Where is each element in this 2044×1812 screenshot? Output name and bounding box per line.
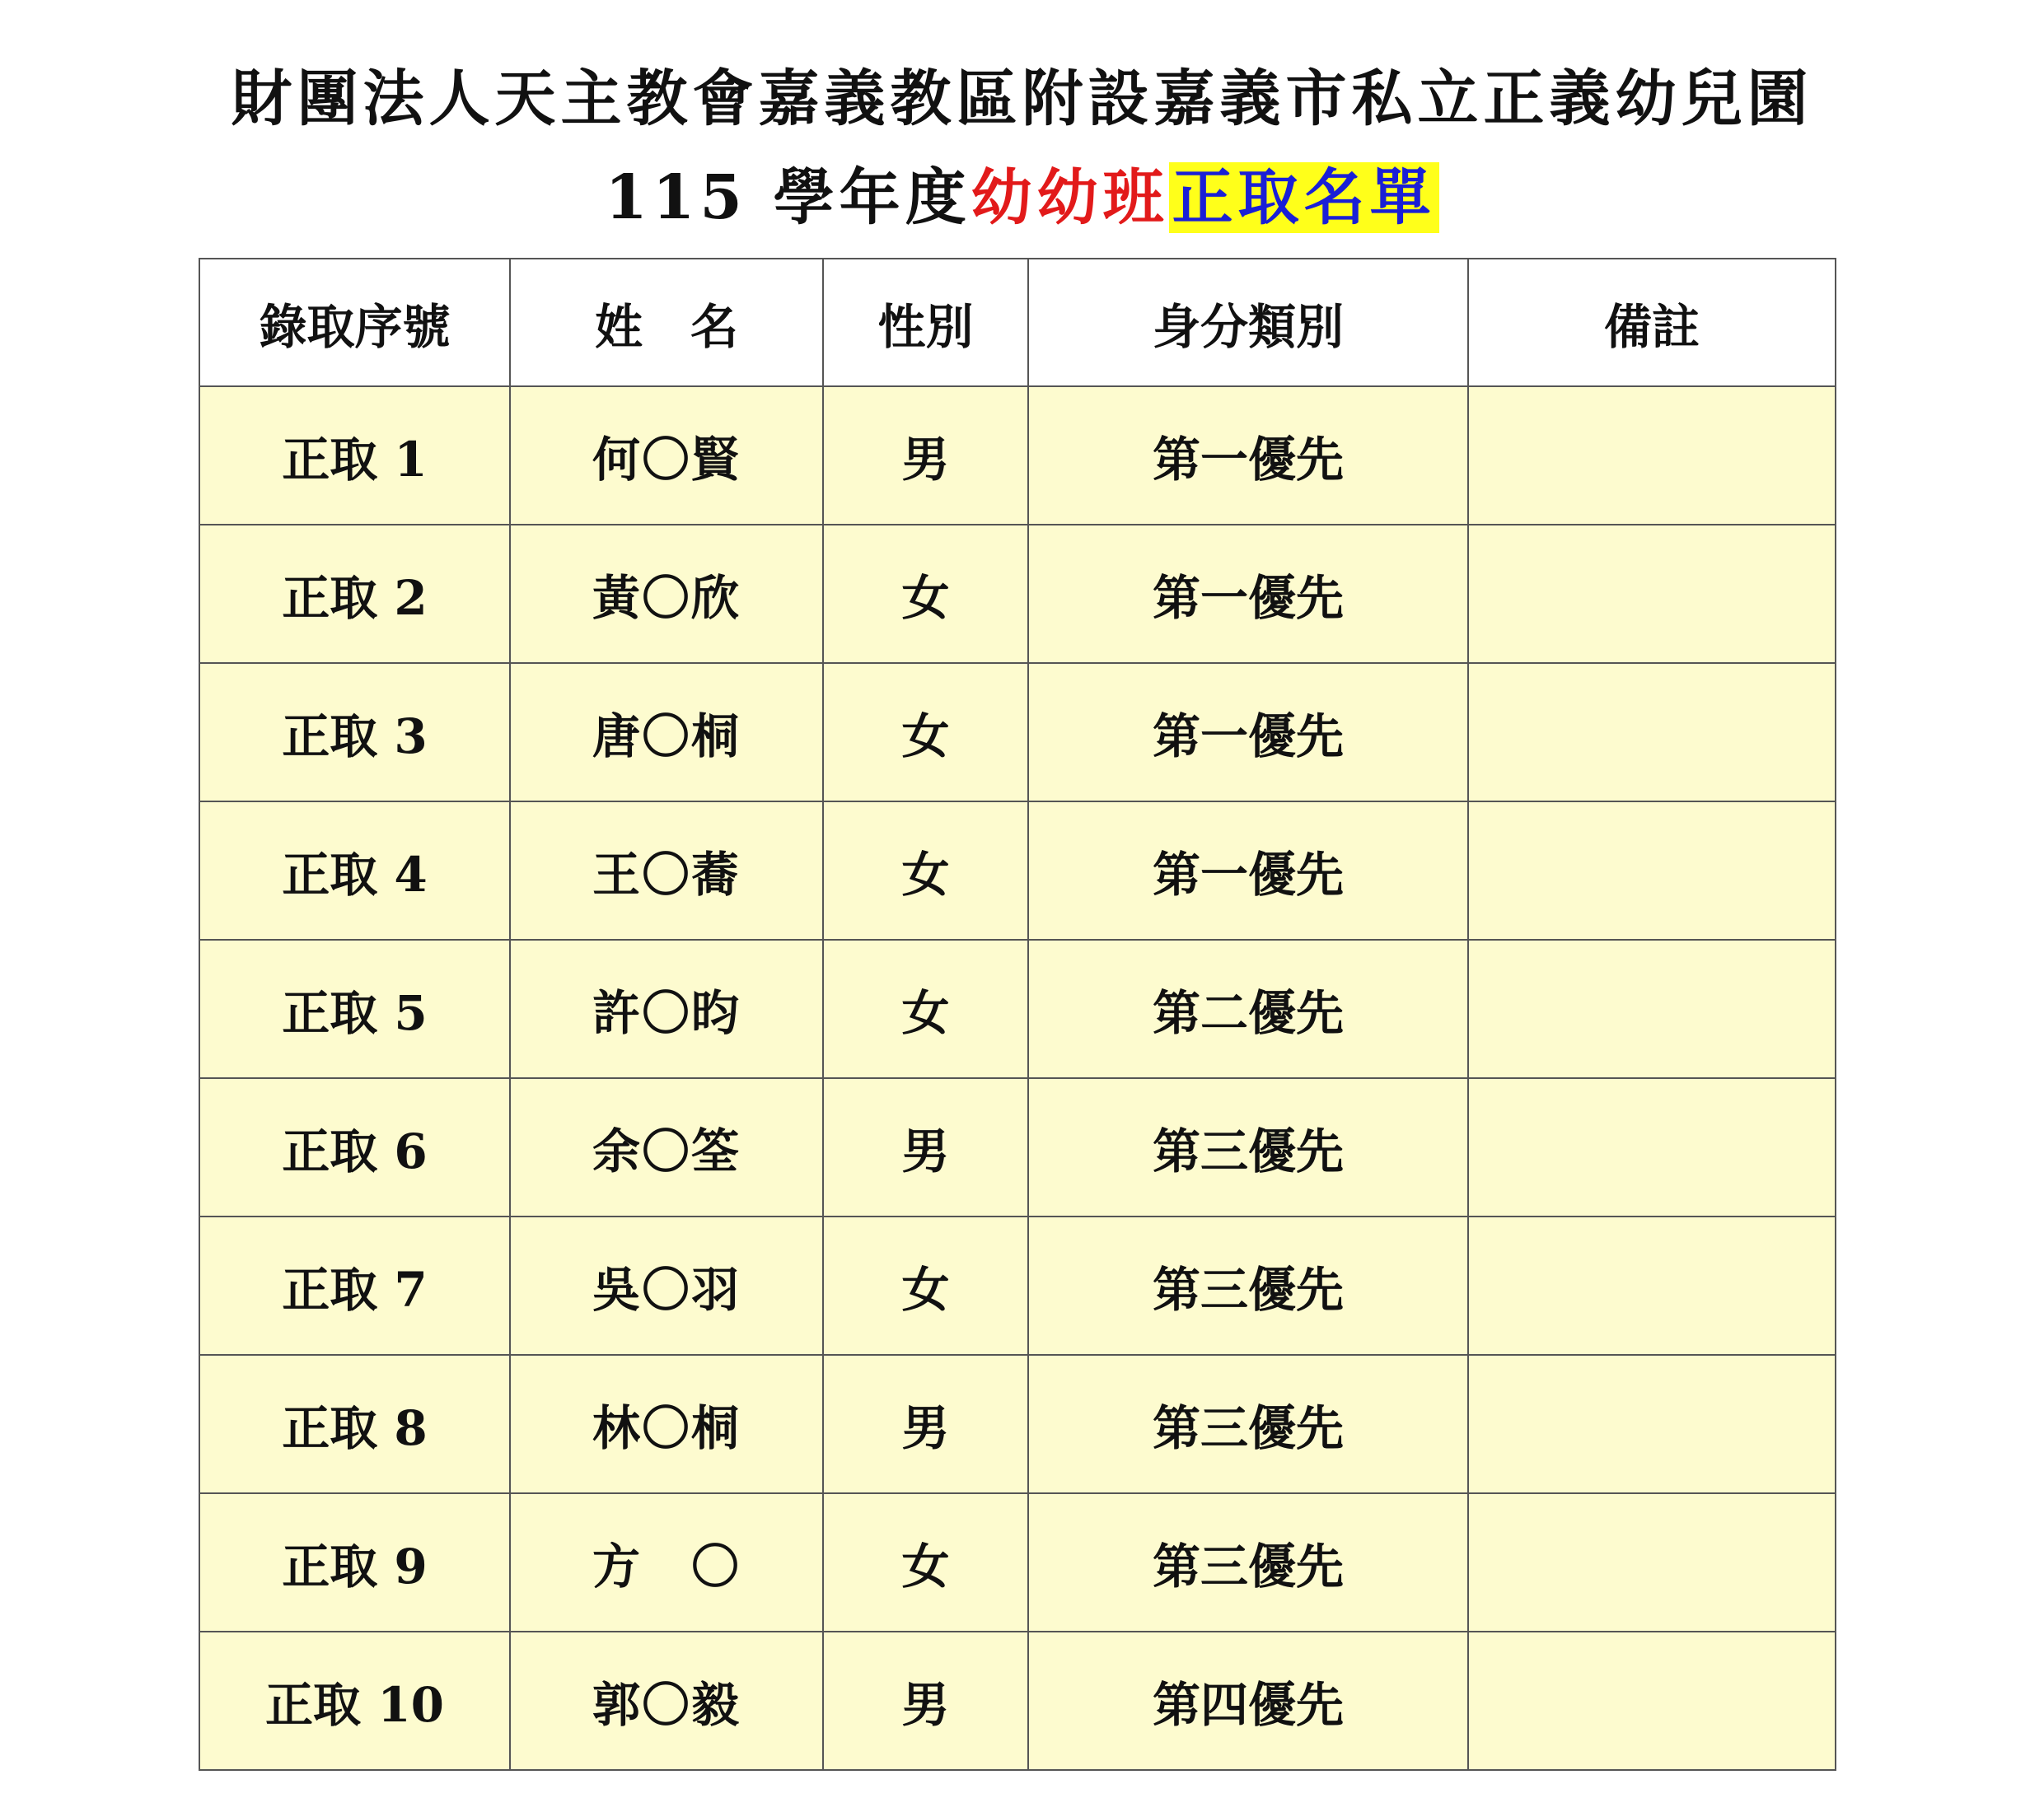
category-cell: 第一優先	[1028, 386, 1468, 525]
admission-number-cell: 正取 6	[199, 1078, 510, 1217]
name-cell: 林〇桐	[510, 1355, 823, 1493]
document-title: 財團法人天主教會嘉義教區附設嘉義市私立正義幼兒園	[231, 63, 1813, 134]
table-row	[199, 386, 1836, 525]
document-subtitle	[0, 156, 2044, 239]
category-cell: 第三優先	[1028, 1355, 1468, 1493]
note-cell	[1468, 1632, 1836, 1770]
admission-number-cell: 正取 9	[199, 1493, 510, 1632]
table-row	[199, 1355, 1836, 1493]
admission-number-cell: 正取 10	[199, 1632, 510, 1770]
table-row	[199, 1078, 1836, 1217]
header-note: 備註	[1468, 259, 1836, 386]
category-cell: 第一優先	[1028, 801, 1468, 940]
note-cell	[1468, 801, 1836, 940]
header-admission-number: 錄取序號	[199, 259, 510, 386]
table-row	[199, 663, 1836, 801]
gender-cell: 男	[823, 1078, 1028, 1217]
table-row	[199, 801, 1836, 940]
gender-cell: 女	[823, 525, 1028, 663]
gender-cell: 女	[823, 801, 1028, 940]
note-cell	[1468, 386, 1836, 525]
name-cell: 王〇蕎	[510, 801, 823, 940]
table-row	[199, 940, 1836, 1078]
note-cell	[1468, 1493, 1836, 1632]
gender-cell: 女	[823, 663, 1028, 801]
category-cell: 第一優先	[1028, 663, 1468, 801]
header-category: 身分類別	[1028, 259, 1468, 386]
name-cell: 郭〇毅	[510, 1632, 823, 1770]
category-cell: 第三優先	[1028, 1078, 1468, 1217]
subtitle-list-type: 正取名單	[1169, 162, 1439, 233]
note-cell	[1468, 525, 1836, 663]
name-cell: 許〇昀	[510, 940, 823, 1078]
note-cell	[1468, 940, 1836, 1078]
subtitle-class: 幼幼班	[971, 162, 1169, 233]
table-row	[199, 1493, 1836, 1632]
category-cell: 第一優先	[1028, 525, 1468, 663]
admission-number-cell: 正取 8	[199, 1355, 510, 1493]
name-cell: 方 〇	[510, 1493, 823, 1632]
gender-cell: 女	[823, 1493, 1028, 1632]
subtitle-year: 115 學年度	[605, 162, 971, 233]
gender-cell: 男	[823, 1632, 1028, 1770]
table-row	[199, 1632, 1836, 1770]
category-cell: 第三優先	[1028, 1493, 1468, 1632]
table-header-row	[199, 259, 1836, 386]
note-cell	[1468, 663, 1836, 801]
gender-cell: 男	[823, 1355, 1028, 1493]
gender-cell: 男	[823, 386, 1028, 525]
category-cell: 第二優先	[1028, 940, 1468, 1078]
note-cell	[1468, 1217, 1836, 1355]
category-cell: 第四優先	[1028, 1632, 1468, 1770]
admission-table	[199, 258, 1836, 1771]
note-cell	[1468, 1078, 1836, 1217]
admission-number-cell: 正取 1	[199, 386, 510, 525]
gender-cell: 女	[823, 940, 1028, 1078]
table-body	[199, 386, 1836, 1770]
category-cell: 第三優先	[1028, 1217, 1468, 1355]
header-gender: 性別	[823, 259, 1028, 386]
note-cell	[1468, 1355, 1836, 1493]
name-cell: 余〇筌	[510, 1078, 823, 1217]
gender-cell: 女	[823, 1217, 1028, 1355]
name-cell: 吳〇羽	[510, 1217, 823, 1355]
admission-number-cell: 正取 5	[199, 940, 510, 1078]
table-row	[199, 525, 1836, 663]
admission-number-cell: 正取 4	[199, 801, 510, 940]
header-name: 姓 名	[510, 259, 823, 386]
name-cell: 何〇賢	[510, 386, 823, 525]
admission-number-cell: 正取 3	[199, 663, 510, 801]
name-cell: 黃〇欣	[510, 525, 823, 663]
name-cell: 唐〇桐	[510, 663, 823, 801]
admission-number-cell: 正取 7	[199, 1217, 510, 1355]
table-row	[199, 1217, 1836, 1355]
admission-number-cell: 正取 2	[199, 525, 510, 663]
